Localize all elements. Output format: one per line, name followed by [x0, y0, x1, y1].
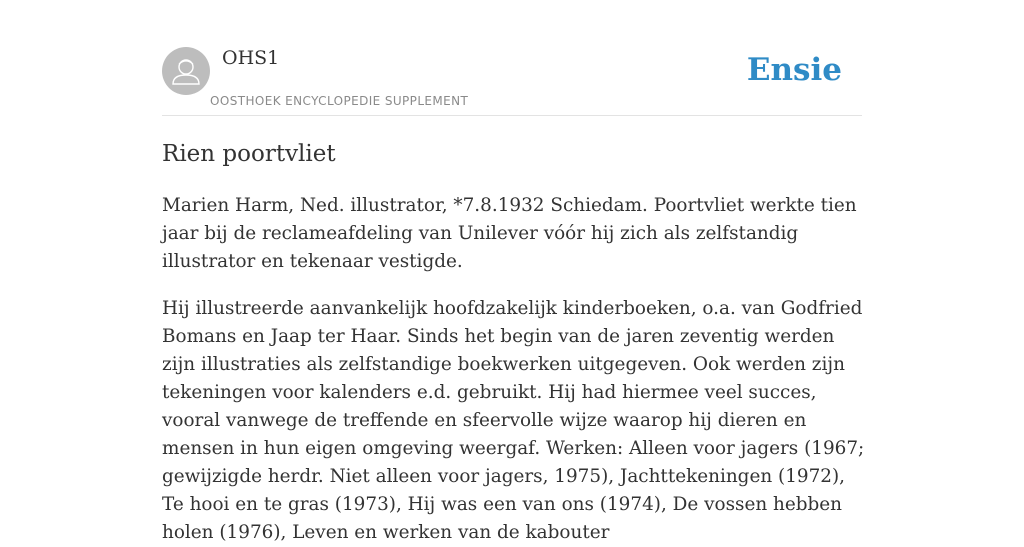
- brand-logo[interactable]: Ensie: [746, 52, 842, 88]
- header: [162, 0, 862, 116]
- article-title: Rien poortvliet: [162, 141, 336, 167]
- owner-name[interactable]: OHS1: [222, 47, 280, 69]
- article: [162, 138, 872, 547]
- article-paragraph: Hij illustreerde aanvankelijk hoofdzakelijk kinderboeken, o.a. van Godfried Bomans en Jaap ter Haar. Sinds het begin van de jaren zeventig werden zijn illustraties als zelfstandige boekwerken uitgegeven. Ook werden zijn tekeningen voor kalenders e.d. gebruikt. Hij had hiermee veel succes, vooral vanwege de treffende en sfeervolle wijze waarop hij dieren en mensen in hun eigen omgeving weergaf. Werken: Alleen voor jagers (1967; gewijzigde herdr. Niet alleen voor jagers, 1975), Jachttekeningen (1972), Te hooi en te gras (1973), Hij was een van ons (1974), De vossen hebben holen (1976), Leven en werken van de kabouter: [162, 298, 865, 543]
- article-paragraph: Marien Harm, Ned. illustrator, *7.8.1932 Schiedam. Poortvliet werkte tien jaar bij de reclameafdeling van Unilever vóór hij zich als zelfstandig illustrator en tekenaar vestigde.: [162, 195, 857, 272]
- user-icon: [162, 47, 210, 95]
- owner-subtitle[interactable]: OOSTHOEK ENCYCLOPEDIE SUPPLEMENT: [210, 94, 469, 108]
- avatar[interactable]: [162, 47, 210, 95]
